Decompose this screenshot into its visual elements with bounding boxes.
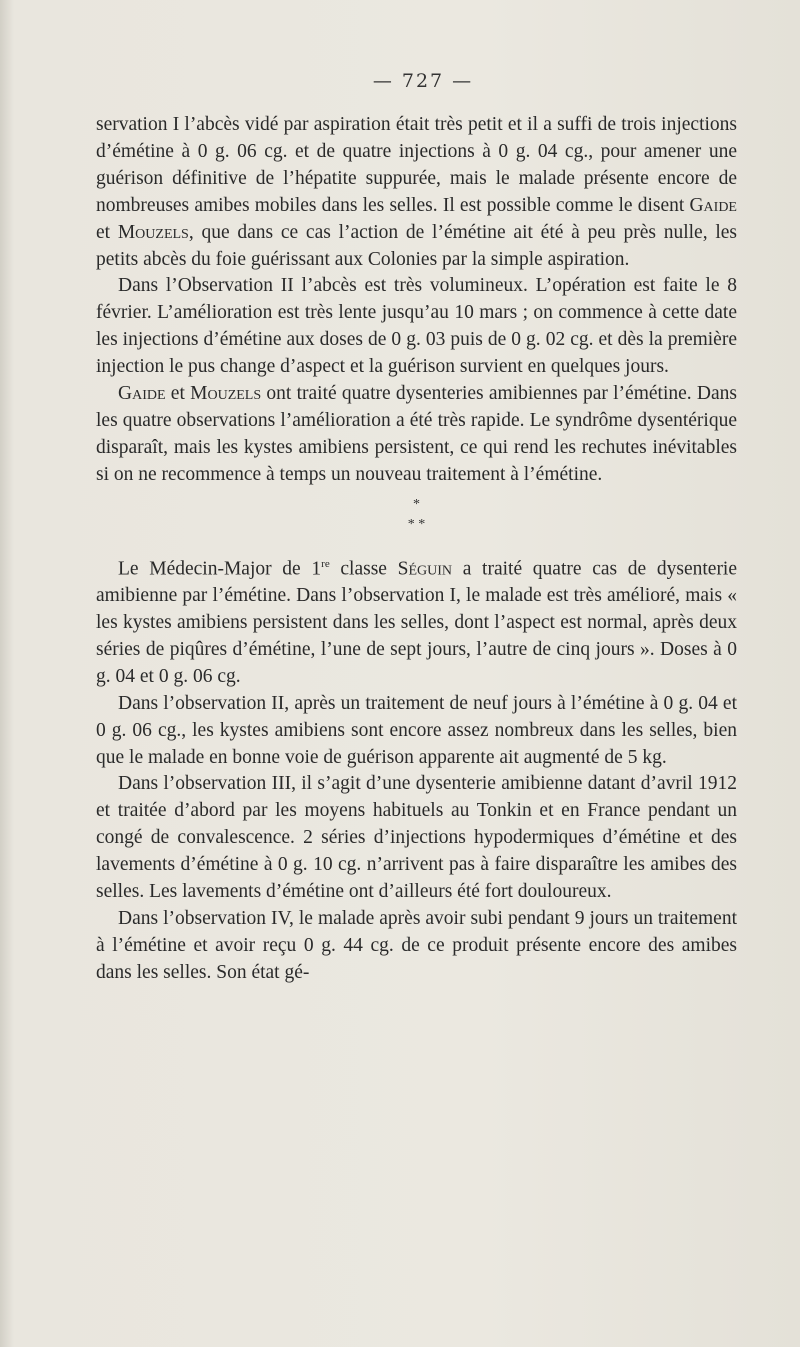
paragraph-text: classe [329,558,398,580]
page-number: — 727 — [372,70,474,92]
conjunction: et [165,383,191,405]
section-separator [96,495,737,535]
paragraph [96,381,737,489]
paragraph: Dans l’observation IV, le malade après avoir subi pendant 9 jours un traitement à l’émétine et avoir reçu 0 g. 44 cg. de ce produit présente encore des amibes dans les selles. Son état gé- [96,907,737,983]
paragraph-text: Le Médecin-Major de 1 [118,558,322,580]
author-name: Mouzels [117,221,189,243]
author-name: Séguin [397,558,453,580]
author-name: Gaide [118,383,166,405]
author-name: Mouzels [190,383,262,405]
paragraph [96,551,737,691]
conjunction: et [96,221,118,243]
asterisk-top: * [413,496,420,512]
paragraph-continuation [96,112,737,273]
author-name: Gaide [689,194,737,216]
paragraph-text: ont traité quatre dysenteries amibiennes par l’émétine. Dans les quatre observations l’amélioration a été très rapide. Le syndrôme dysentérique disparaît, mais les kystes amibiens persistent, ce qui rend les rechutes inévitables si on ne recommence à temps un nouveau traitement à l’émétine. [96,383,737,485]
paragraph-text: , que dans ce cas l’action de l’émétine ait été à peu près nulle, les petits abcès du foie guérissant aux Colonies par la simple aspiration. [96,221,737,270]
paragraph: Dans l’observation II, après un traitement de neuf jours à l’émétine à 0 g. 04 et 0 g. 06 cg., les kystes amibiens sont encore assez nombreux dans les selles, bien que le malade en bonne voie de guérison apparente ait augmenté de 5 kg. [96,692,737,768]
paragraph-text: a traité quatre cas de dysenterie amibienne par l’émétine. Dans l’observation I, le malade est très amélioré, mais « les kystes amibiens persistent dans les selles, dont l’aspect est normal, après deux séries de piqûres d’émétine, l’une de sept jours, l’autre de cinq jours ». Doses à 0 g. 04 et 0 g. 06 cg. [96,558,738,687]
paragraph: Dans l’Observation II l’abcès est très volumineux. L’opération est faite le 8 février. L’amélioration est très lente jusqu’au 10 mars ; on commence à cette date les injections d’émétine aux doses de 0 g. 03 puis de 0 g. 02 cg. et dès la première injection le pus change d’aspect et la guérison survient en quelques jours. [96,275,737,378]
asterisk-bottom: * * [407,516,426,532]
paragraph-text: servation I l’abcès vidé par aspiration était très petit et il a suffi de trois injections d’émétine à 0 g. 06 cg. et de quatre injections à 0 g. 04 cg., pour amener une guérison définitive de l’hépatite suppurée, mais le malade présente encore de nombreuses amibes mobiles dans les selles. Il est possible comme le disent [96,114,737,216]
body-text [96,112,737,987]
paragraph: Dans l’observation III, il s’agit d’une dysenterie amibienne datant d’avril 1912 et traitée d’abord par les moyens habituels au Tonkin et en France pendant un congé de convalescence. 2 séries d’injections hypodermiques d’émétine et des lavements d’émétine à 0 g. 10 cg. n’arrivent pas à faire disparaître les amibes des selles. Les lavements d’émétine ont d’ailleurs été fort douloureux. [96,773,737,903]
superscript: re [321,557,330,570]
